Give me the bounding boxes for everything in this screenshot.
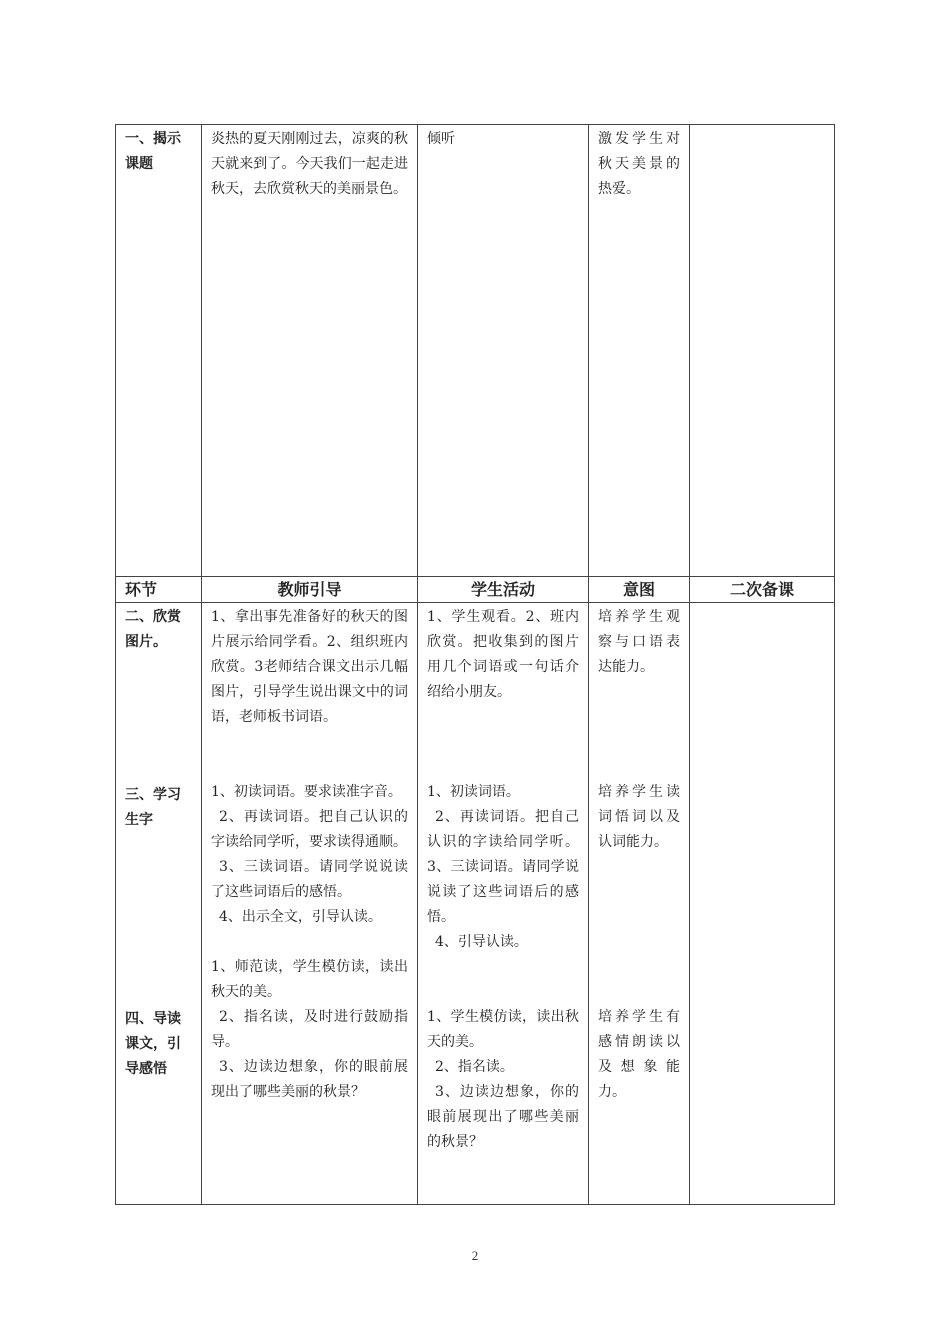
page-number: 2 [471,1248,479,1263]
second-prep-cell [690,603,835,1205]
student-section-3-line-3: 4、引导认读。 [435,934,528,950]
second-prep-cell [690,125,835,577]
student-section-3-line-1: 1、初读词语。 [427,784,520,800]
teacher-section-3-line-4: 4、出示全文，引导认读。 [219,909,382,925]
intent-section-2: 培养学生观察与口语表达能力。 [598,609,680,675]
teacher-section-4-line-3: 3、边读边想象，你的眼前展现出了哪些美丽的秋景？ [211,1059,408,1100]
teacher-section-4-line-1: 1、师范读，学生模仿读，读出秋天的美。 [211,959,408,1000]
student-section-2: 1、学生观看。2、班内欣赏。把收集到的图片用几个词语或一句话介绍给小朋友。 [427,609,579,700]
header-student-activity: 学生活动 [418,577,589,603]
intent-cell: 激发学生对秋天美景的热爱。 [589,125,690,577]
header-intent: 意图 [589,577,690,603]
student-section-3-line-2: 2、再读词语。把自己认识的字读给同学听。 3、三读词语。请同学说说读了这些词语后的感悟。 [427,809,579,925]
student-activity-cell: 倾听 [418,125,589,577]
lesson-plan-table [115,124,835,1205]
stage-cell: 一、揭示课题 [116,125,202,577]
table-row-reveal-topic [116,125,835,577]
header-stage: 环节 [116,577,202,603]
student-section-4-line-2: 2、指名读。 [435,1059,514,1075]
student-section-4-line-1: 1、学生模仿读，读出秋天的美。 [427,1009,579,1050]
intent-cell [589,603,690,1205]
header-teacher-guide: 教师引导 [202,577,418,603]
stage-cell [116,603,202,1205]
table-row-main-sections [116,603,835,1205]
teacher-section-3-line-2: 2、再读词语。把自己认识的字读给同学听，要求读得通顺。 [211,809,408,850]
teacher-section-4-line-2: 2、指名读，及时进行鼓励指导。 [211,1009,408,1050]
teacher-section-3-line-1: 1、初读词语。要求读准字音。 [211,784,402,800]
teacher-guide-cell [202,603,418,1205]
teacher-section-3-line-3: 3、三读词语。请同学说说读了这些词语后的感悟。 [211,859,408,900]
student-activity-cell [418,603,589,1205]
intent-section-3: 培养学生读词悟词以及认词能力。 [598,784,680,850]
stage-learn-characters: 三、学习生字 [125,787,181,828]
intent-section-4: 培养学生有感情朗读以及想象能力。 [598,1009,680,1100]
table-header-row [116,577,835,603]
stage-guided-reading: 四、导读课文，引导感悟 [125,1011,181,1077]
stage-appreciate-pictures: 二、欣赏图片。 [125,609,181,650]
teacher-guide-cell: 炎热的夏天刚刚过去，凉爽的秋天就来到了。今天我们一起走进秋天，去欣赏秋天的美丽景色。 [202,125,418,577]
teacher-section-2: 1、拿出事先准备好的秋天的图片展示给同学看。2、组织班内欣赏。3老师结合课文出示几幅图片，引导学生说出课文中的词语，老师板书词语。 [211,609,408,725]
student-section-4-line-3: 3、边读边想象，你的眼前展现出了哪些美丽的秋景？ [427,1084,579,1150]
header-second-prep: 二次备课 [690,577,835,603]
